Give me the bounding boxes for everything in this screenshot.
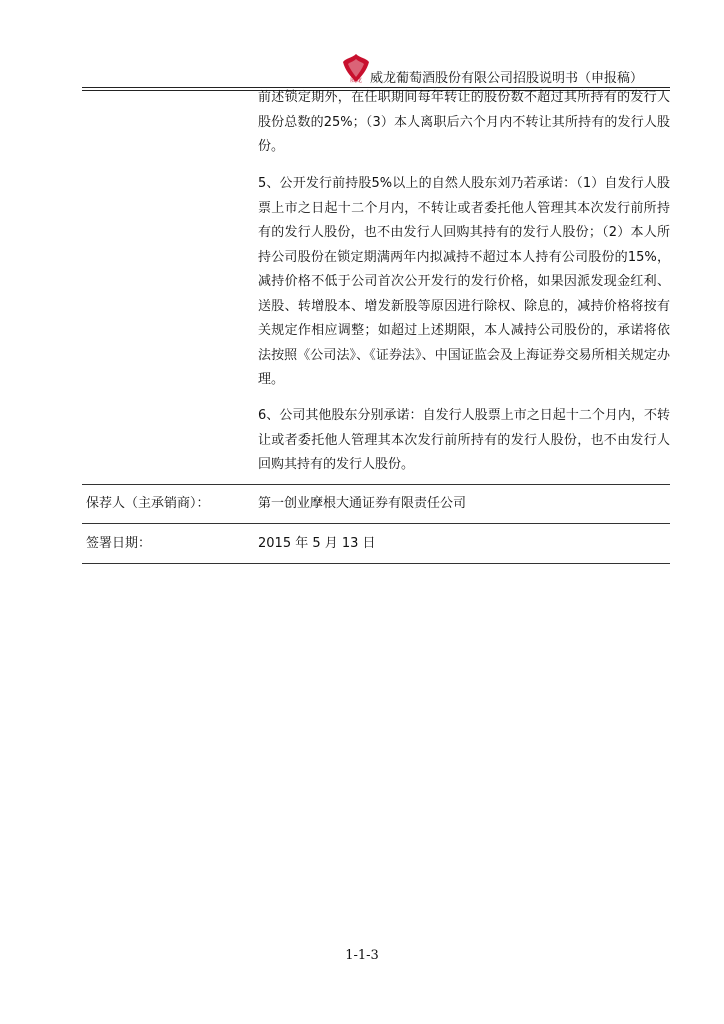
- date-value: 2015 年 5 月 13 日: [258, 536, 376, 551]
- page-number: 1-1-3: [345, 948, 379, 963]
- document-header: [335, 50, 644, 86]
- sponsor-value: 第一创业摩根大通证券有限责任公司: [258, 496, 467, 511]
- svg-text:威龙: 威龙: [349, 77, 363, 84]
- document-title: 威龙葡萄酒股份有限公司招股说明书（申报稿）: [370, 71, 644, 86]
- paragraph-text: 5、公开发行前持股5%以上的自然人股东刘乃若承诺：（1）自发行人股票上市之日起十二个月内，不转让或者委托他人管理其本次发行前所持有的发行人股份，也不由发行人回购其持有的发行人股份；（2）本人所持公司股份在锁定期满两年内拟减持不超过本人持有公司股份的15%，减持价格不低于公司首次公开发行的发行价格，如果因派发现金红利、送股、转增股本、增发新股等原因进行除权、除息的，减持价格将按有关规定作相应调整；如超过上述期限，本人减持公司股份的，承诺将依法按照《公司法》、《证券法》、中国证监会及上海证券交易所相关规定办理。: [258, 176, 670, 387]
- table-rule: [82, 523, 670, 524]
- paragraph-text: 6、公司其他股东分别承诺：自发行人股票上市之日起十二个月内，不转让或者委托他人管理其本次发行前所持有的发行人股份，也不由发行人回购其持有的发行人股份。: [258, 408, 670, 472]
- body-paragraph: [258, 172, 670, 393]
- body-paragraph: [258, 86, 670, 160]
- table-rule: [82, 563, 670, 564]
- body-paragraph: [258, 404, 670, 478]
- date-label: 签署日期：: [86, 536, 152, 551]
- paragraph-text: 前述锁定期外，在任职期间每年转让的股份数不超过其所持有的发行人股份总数的25%；（3）本人离职后六个月内不转让其所持有的发行人股份。: [258, 90, 670, 154]
- sponsor-label: 保荐人（主承销商）：: [86, 496, 210, 511]
- company-logo-icon: [340, 52, 372, 84]
- table-rule: [82, 484, 670, 485]
